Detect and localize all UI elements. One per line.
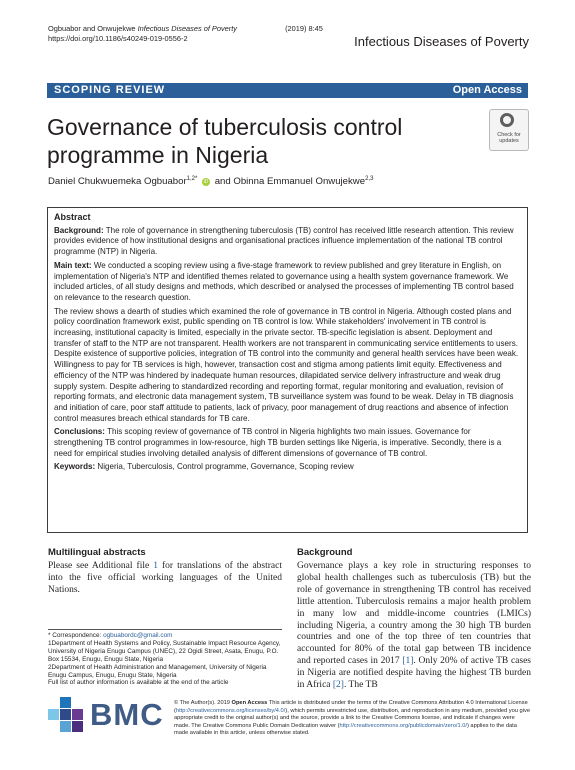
- abstract-main-text: Main text: We conducted a scoping review using a five-stage framework to review published and grey literature in English, on implementation of Nigeria's NTP and identified themes related to governance using a health system governance framework. We included articles, of all study designs and methods, which described or analysed the processes of implementing TB control based on relevance to the research question.: [54, 260, 514, 302]
- author-name: and Obinna Emmanuel Onwujekwe: [214, 176, 366, 188]
- background-text: Governance plays a key role in structuring responses to global health challenges such as tuberculosis (TB) but the role of governance in strengthening TB control has received little attention. Tuberculosis remains a major health problem in many low and middle-income countries (LMICs) including Nigeria, a country among the 30 high TB burden countries and one of the top three of ten countries that accounted for 80% of the total gap between TB incidence and reported cases in 2017 [1]. Only 20% of active TB cases in Nigeria are notified despite having the highest TB burden in Africa [2]. The TB: [297, 561, 531, 691]
- open-access-label: Open Access: [452, 84, 522, 96]
- author-affil-sup: 2,3: [365, 176, 374, 182]
- multilingual-text: Please see Additional file 1 for translations of the abstract into the five official working languages of the United Nations.: [48, 561, 282, 595]
- author-affil-sup: 1,2*: [186, 176, 198, 182]
- running-header: [48, 24, 323, 43]
- bmc-wordmark: BMC: [90, 697, 164, 732]
- journal-name: Infectious Diseases of Poverty: [354, 34, 529, 49]
- abstract-conclusions: Conclusions: This scoping review of governance of TB control in Nigeria highlights two main issues. Governance for strengthening TB control programmes in low-resource, high TB burden settings like Nigeria, is imperative. Secondly, there is a need for empirical studies involving detailed analysis of different dimensions of governance of TB control.: [54, 427, 502, 458]
- ref-link[interactable]: [1]: [402, 656, 414, 667]
- author-list: [48, 176, 373, 187]
- citation-journal: Infectious Diseases of Poverty: [137, 24, 237, 33]
- license-link[interactable]: http://creativecommons.org/licenses/by/4.0/: [175, 707, 286, 714]
- citation-authors: Ogbuabor and Onwujekwe: [48, 24, 136, 33]
- logo-tile: [60, 709, 71, 720]
- abstract-box: [47, 207, 528, 533]
- email-link[interactable]: ogbuabordc@gmail.com: [103, 632, 173, 639]
- logo-tile: [48, 709, 59, 720]
- article-title: Governance of tuberculosis control programme in Nigeria: [47, 114, 403, 168]
- check-updates-icon: [500, 113, 514, 127]
- ref-link[interactable]: [2]: [332, 680, 344, 691]
- author-name: Daniel Chukwuemeka Ogbuabor: [48, 176, 187, 188]
- bmc-logo: [48, 697, 164, 733]
- article-type-banner: [47, 83, 528, 98]
- citation-year: (2019) 8:45: [285, 24, 323, 33]
- doi-link[interactable]: https://doi.org/10.1186/s40249-019-0556-2: [48, 33, 188, 43]
- abstract-keywords: Keywords: Nigeria, Tuberculosis, Control programme, Governance, Scoping review: [54, 462, 354, 472]
- abstract-heading: Abstract: [54, 212, 91, 222]
- article-type: SCOPING REVIEW: [54, 84, 166, 96]
- author-info-note: Full list of author information is available at the end of the article: [48, 679, 229, 687]
- logo-tile: [72, 721, 83, 732]
- check-updates-line2: updates: [499, 138, 519, 144]
- license-text: © The Author(s). 2019 Open Access This article is distributed under the terms of the Creative Commons Attribution 4.0 International License (http://creativecommons.org/licenses/by/4.0/), which permits unrestricted use, distribution, and reproduction in any medium, provided you give appropriate credit to the original author(s) and the source, provide a link to the Creative Commons license, and indicate if changes were made. The Creative Commons Public Domain Dedication waiver (http://creativecommons.org/publicdomain/zero/1.0/) applies to the data made available in this article, unless otherwise stated.: [174, 700, 530, 737]
- logo-tile: [60, 721, 71, 732]
- multilingual-section: [48, 547, 282, 597]
- orcid-icon[interactable]: iD: [203, 178, 209, 185]
- additional-file-link[interactable]: 1: [153, 561, 158, 571]
- check-for-updates-button[interactable]: [489, 109, 529, 151]
- logo-tile: [60, 697, 71, 708]
- affiliation-1: 1Department of Health Systems and Policy, Sustainable Impact Resource Agency, University of Nigeria Enugu Campus (UNEC), 22 Ogidi Street, Asata, Enugu, P.O. Box 15534, Enugu, Enugu State, Nigeria: [48, 639, 281, 663]
- logo-tile: [72, 709, 83, 720]
- abstract-main-text-2: The review shows a dearth of studies which examined the role of governance in TB control in Nigeria. Although costed plans and policy coordination framework exist, public spending on TB control is low. While stakeholders' involvement in TB control is increasing, institutional capacity is limited, especially in the private sector. TB-specific legislation is absent. Deployment and transfer of staff to the NTP are not transparent. Health workers are not transparent in communicating service entitlements to users. Despite existence of supportive policies, integration of TB control into the community and general health services have been weak. Willingness to pay for TB services is high, however, transaction cost and stigma among patients limit equity. Effectiveness and efficiency of the NTP was hindered by inadequate human resources, dilapidated service delivery infrastructure and weak drug supply system. Despite adhering to standardized recording and reporting format, regular monitoring and evaluation, revision of reporting formats, and electronic data management system, TB surveillance system was found to be weak. Delay in TB diagnosis and initiation of care, poor staff attitude to patients, lack of privacy, poor management of drug reactions and absence of infection control measures breach ethical standards for TB care.: [54, 306, 519, 423]
- check-updates-line1: Check for: [497, 132, 521, 138]
- background-heading: Background: [297, 547, 353, 558]
- multilingual-heading: Multilingual abstracts: [48, 547, 146, 558]
- correspondence-notes: * Correspondence: ogbuabordc@gmail.com 1Department of Health Systems and Policy, Sustainable Impact Resource Agency, University of Nigeria Enugu Campus (UNEC), 22 Ogidi Street, Asata, Enugu, P.O. Box 15534, Enugu, Enugu State, Nigeria 2Department of Health Administration and Management, University of Nigeria Enugu Campus, Enugu, Enugu State, Nigeria Full list of author information is available at the end of the article: [48, 629, 282, 687]
- background-section: [297, 547, 531, 692]
- affiliation-2: 2Department of Health Administration and Management, University of Nigeria Enugu Campus, Enugu, Enugu State, Nigeria: [48, 663, 267, 679]
- abstract-background: Background: The role of governance in strengthening tuberculosis (TB) control has received little research attention. This review provides evidence of how institutional designs and organisational practices influence implementation of the national TB control programme (NTP) in Nigeria.: [54, 225, 514, 257]
- cc0-link[interactable]: http://creativecommons.org/publicdomain/zero/1.0/: [339, 722, 467, 729]
